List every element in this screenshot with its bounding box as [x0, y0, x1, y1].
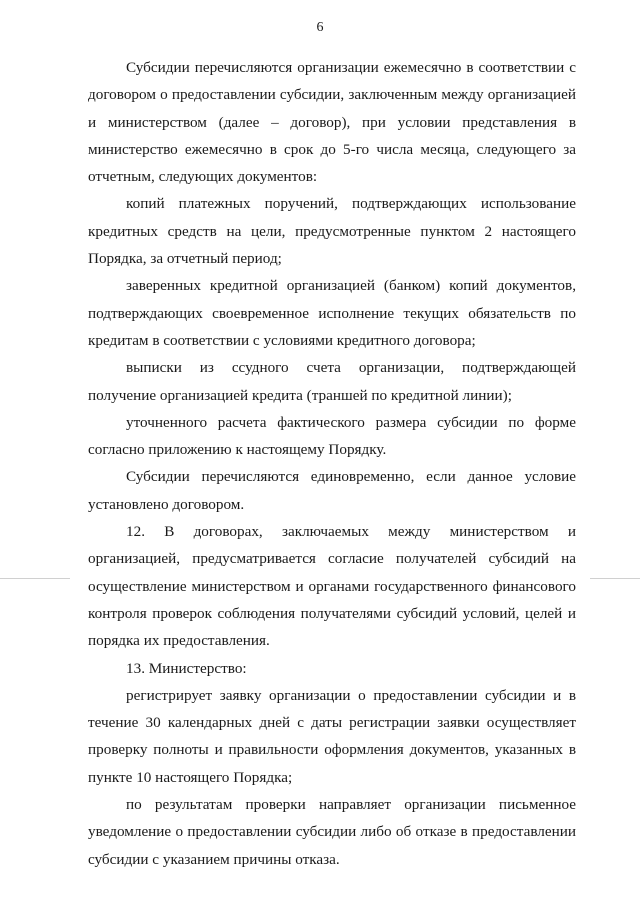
paragraph-registers-application: регистрирует заявку организации о предоставлении субсидии и в течение 30 календарных дней с даты регистрации заявки осуществляет проверку полноты и правильности оформления документов, указанных в пункте 10 настоящего Порядка;	[88, 686, 576, 786]
paragraph-loan-account-statement: выписки из ссудного счета организации, подтверждающей получение организацией кредита (траншей по кредитной линии);	[88, 359, 576, 404]
scan-artifact-left	[0, 578, 70, 579]
page-number: 6	[316, 20, 324, 35]
paragraph-payment-orders: копий платежных поручений, подтверждающих использование кредитных средств на цели, предусмотренные пунктом 2 настоящего Порядка, за отчетный период;	[88, 195, 576, 268]
paragraph-subsidy-transfer-conditions: Субсидии перечисляются организации ежемесячно в соответствии с договором о предоставлении субсидии, заключенным между организацией и министерством (далее – договор), при условии представления в министерство ежемесячно в срок до 5-го числа месяца, следующего за отчетным, следующих документов:	[88, 59, 576, 186]
scan-artifact-right	[590, 578, 640, 579]
paragraph-notification: по результатам проверки направляет организации письменное уведомление о предоставлении субсидии либо об отказе в предоставлении субсидии с указанием причины отказа.	[88, 796, 576, 868]
paragraph-certified-copies: заверенных кредитной организацией (банком) копий документов, подтверждающих своевременное исполнение текущих обязательств по кредитам в соответствии с условиями кредитного договора;	[88, 277, 576, 349]
document-body	[88, 54, 576, 873]
paragraph-one-time-transfer: Субсидии перечисляются единовременно, если данное условие установлено договором.	[88, 468, 576, 513]
paragraph-subsidy-calculation: уточненного расчета фактического размера субсидии по форме согласно приложению к настоящему Порядку.	[88, 413, 576, 459]
paragraph-item-13-heading: 13. Министерство:	[126, 659, 247, 677]
paragraph-item-12: 12. В договорах, заключаемых между министерством и организацией, предусматривается согласие получателей субсидий на осуществление министерством и органами государственного финансового контроля проверок соблюдения получателями субсидий условий, целей и порядка их предоставления.	[88, 523, 576, 650]
